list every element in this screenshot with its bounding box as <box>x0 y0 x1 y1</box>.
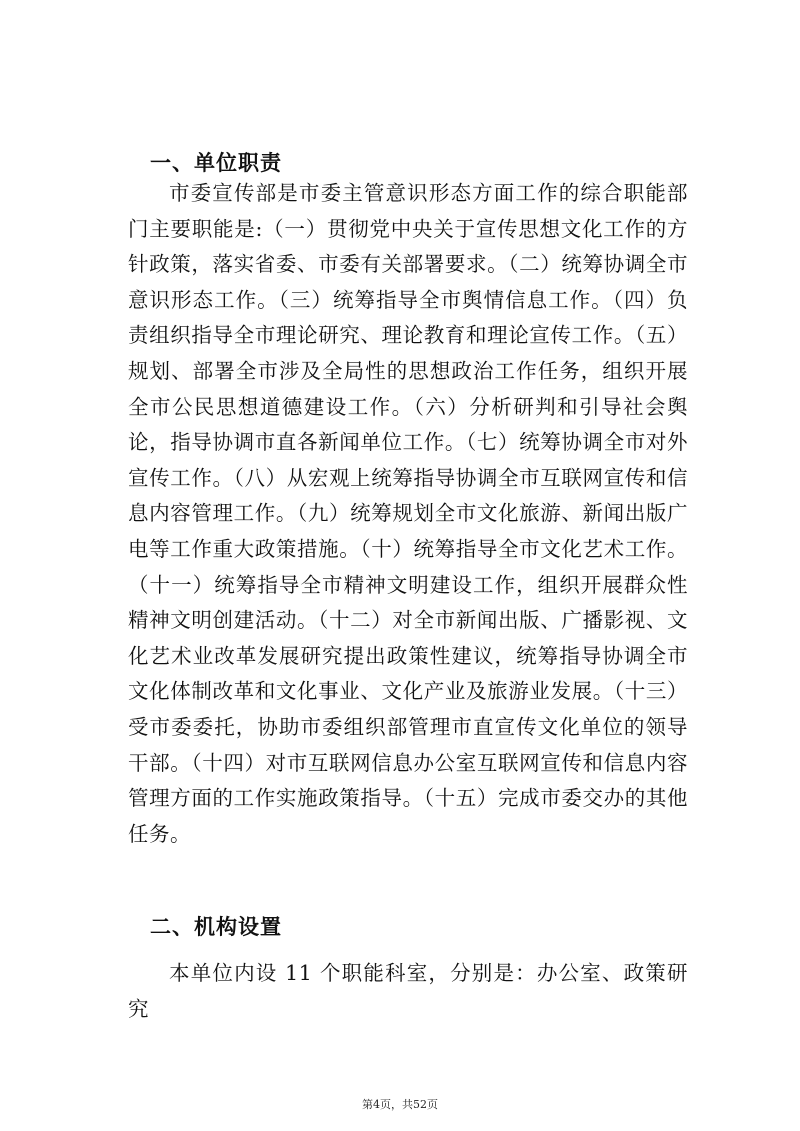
section-heading-duties: 一、单位职责 <box>150 151 282 175</box>
duties-paragraph: 市委宣传部是市委主管意识形态方面工作的综合职能部门主要职能是:（一）贯彻党中央关于宣传思想文化工作的方针政策，落实省委、市委有关部署要求。（二）统筹协调全市意识形态工作。（三）统筹指导全市舆情信息工作。（四）负责组织指导全市理论研究、理论教育和理论宣传工作。（五）规划、部署全市涉及全局性的思想政治工作任务，组织开展全市公民思想道德建设工作。（六）分析研判和引导社会舆论，指导协调市直各新闻单位工作。（七）统筹协调全市对外宣传工作。（八）从宏观上统筹指导协调全市互联网宣传和信息内容管理工作。（九）统筹规划全市文化旅游、新闻出版广电等工作重大政策措施。（十）统筹指导全市文化艺术工作。（十一）统筹指导全市精神文明建设工作，组织开展群众性精神文明创建活动。（十二）对全市新闻出版、广播影视、文化艺术业改革发展研究提出政策性建议，统筹指导协调全市文化体制改革和文化事业、文化产业及旅游业发展。（十三）受市委委托，协助市委组织部管理市直宣传文化单位的领导干部。（十四）对市互联网信息办公室互联网宣传和信息内容管理方面的工作实施政策指导。（十五）完成市委交办的其他任务。 <box>128 181 688 846</box>
organization-paragraph: 本单位内设 11 个职能科室，分别是：办公室、政策研究 <box>128 961 688 1021</box>
section-heading-organization: 二、机构设置 <box>150 915 282 939</box>
page-number-footer: 第4页，共52页 <box>362 1098 438 1111</box>
